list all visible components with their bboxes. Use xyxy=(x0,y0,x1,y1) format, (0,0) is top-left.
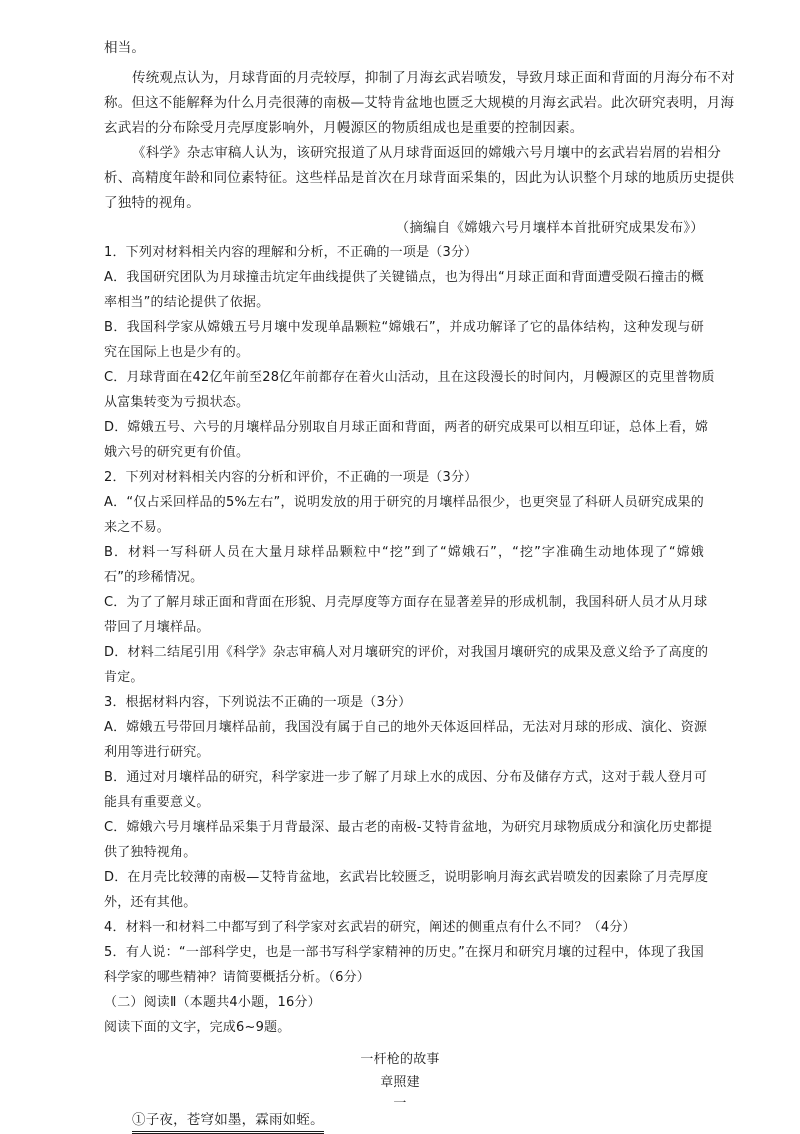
text-line: C．为了了解月球正面和背面在形貌、月壳厚度等方面存在显著差异的形成机制，我国科研人员才从月球 xyxy=(104,595,708,610)
text-line: 肯定。 xyxy=(104,670,144,685)
text-line: C．月球背面在42亿年前至28亿年前都存在着火山活动，且在这段漫长的时间内，月幔源区的克里普物质 xyxy=(104,370,715,385)
text-line: 《科学》杂志审稿人认为，该研究报道了从月球背面返回的嫦娥六号月壤中的玄武岩岩屑的岩相分 xyxy=(132,145,722,161)
text-line: （摘编自《嫦娥六号月壤样本首批研究成果发布》） xyxy=(395,220,704,236)
text-line: 从富集转变为亏损状态。 xyxy=(104,395,250,410)
underlined-text: ①子夜，苍穹如墨，霖雨如蛭。 xyxy=(132,1110,324,1134)
text-line: 外，还有其他。 xyxy=(104,895,197,910)
text-line: 3．根据材料内容，下列说法不正确的一项是（3分） xyxy=(104,695,412,710)
text-line: 率相当”的结论提供了依据。 xyxy=(104,295,270,310)
text-line: 科学家的哪些精神？请简要概括分析。（6分） xyxy=(104,970,370,985)
text-line: 一杆枪的故事 xyxy=(360,1052,440,1067)
text-line: 一 xyxy=(393,1096,407,1111)
text-line: 能具有重要意义。 xyxy=(104,795,210,810)
text-line: D．材料二结尾引用《科学》杂志审稿人对月壤研究的评价，对我国月壤研究的成果及意义给予了高度的 xyxy=(104,645,709,660)
text-line: C．嫦娥六号月壤样品采集于月背最深、最古老的南极-艾特肯盆地，为研究月球物质成分和演化历史都提 xyxy=(104,820,713,835)
text-line: 玄武岩的分布除受月壳厚度影响外，月幔源区的物质组成也是重要的控制因素。 xyxy=(104,120,584,136)
text-line: 2．下列对材料相关内容的分析和评价，不正确的一项是（3分） xyxy=(104,470,478,485)
text-line: A．嫦娥五号带回月壤样品前，我国没有属于自己的地外天体返回样品，无法对月球的形成、演化、资源 xyxy=(104,720,708,735)
text-line: 传统观点认为，月球背面的月壳较厚，抑制了月海玄武岩喷发，导致月球正面和背面的月海分布不对 xyxy=(132,70,735,86)
text-line: 5．有人说：“一部科学史，也是一部书写科学家精神的历史。”在探月和研究月壤的过程中，体现了我国 xyxy=(104,945,704,960)
text-line: 相当。 xyxy=(104,40,146,56)
text-line: 4．材料一和材料二中都写到了科学家对玄武岩的研究，阐述的侧重点有什么不同？（4分） xyxy=(104,920,636,935)
text-line: 1．下列对材料相关内容的理解和分析，不正确的一项是（3分） xyxy=(104,245,478,260)
text-line: 了独特的视角。 xyxy=(104,195,200,211)
text-line: B．通过对月壤样品的研究，科学家进一步了解了月球上水的成因、分布及储存方式，这对于载人登月可 xyxy=(104,770,708,785)
text-line: 章照建 xyxy=(380,1075,420,1090)
text-line: 利用等进行研究。 xyxy=(104,745,210,760)
text-line: 带回了月壤样品。 xyxy=(104,620,210,635)
text-line: 供了独特视角。 xyxy=(104,845,197,860)
text-line: （二）阅读Ⅱ（本题共4小题，16分） xyxy=(104,995,321,1010)
text-line: A．“仅占采回样品的5%左右”，说明发放的用于研究的月壤样品很少，也更突显了科研人员研究成果的 xyxy=(104,495,704,510)
text-line: 究在国际上也是少有的。 xyxy=(104,345,250,360)
text-line: 阅读下面的文字，完成6~9题。 xyxy=(104,1020,291,1035)
underlined-sentence xyxy=(132,1110,704,1134)
text-line: 析、高精度年龄和同位素特征。这些样品是首次在月球背面采集的，因此为认识整个月球的地质历史提供 xyxy=(104,170,735,186)
text-line: A．我国研究团队为月球撞击坑定年曲线提供了关键锚点，也为得出“月球正面和背面遭受陨石撞击的概 xyxy=(104,270,704,285)
text-line: D．嫦娥五号、六号的月壤样品分别取自月球正面和背面，两者的研究成果可以相互印证，总体上看，嫦 xyxy=(104,420,709,435)
text-line: B．材料一写科研人员在大量月球样品颗粒中“挖”到了“嫦娥石”，“挖”字准确生动地体现了“嫦娥 xyxy=(104,545,704,560)
text-line: 娥六号的研究更有价值。 xyxy=(104,445,250,460)
text-line: D．在月壳比较薄的南极—艾特肯盆地，玄武岩比较匮乏，说明影响月海玄武岩喷发的因素除了月壳厚度 xyxy=(104,870,709,885)
text-line: 石”的珍稀情况。 xyxy=(104,570,204,585)
text-line: 来之不易。 xyxy=(104,520,171,535)
text-line: B．我国科学家从嫦娥五号月壤中发现单晶颗粒“嫦娥石”，并成功解译了它的晶体结构，这种发现与研 xyxy=(104,320,704,335)
text-line: 称。但这不能解释为什么月壳很薄的南极—艾特肯盆地也匮乏大规模的月海玄武岩。此次研究表明，月海 xyxy=(104,95,735,111)
